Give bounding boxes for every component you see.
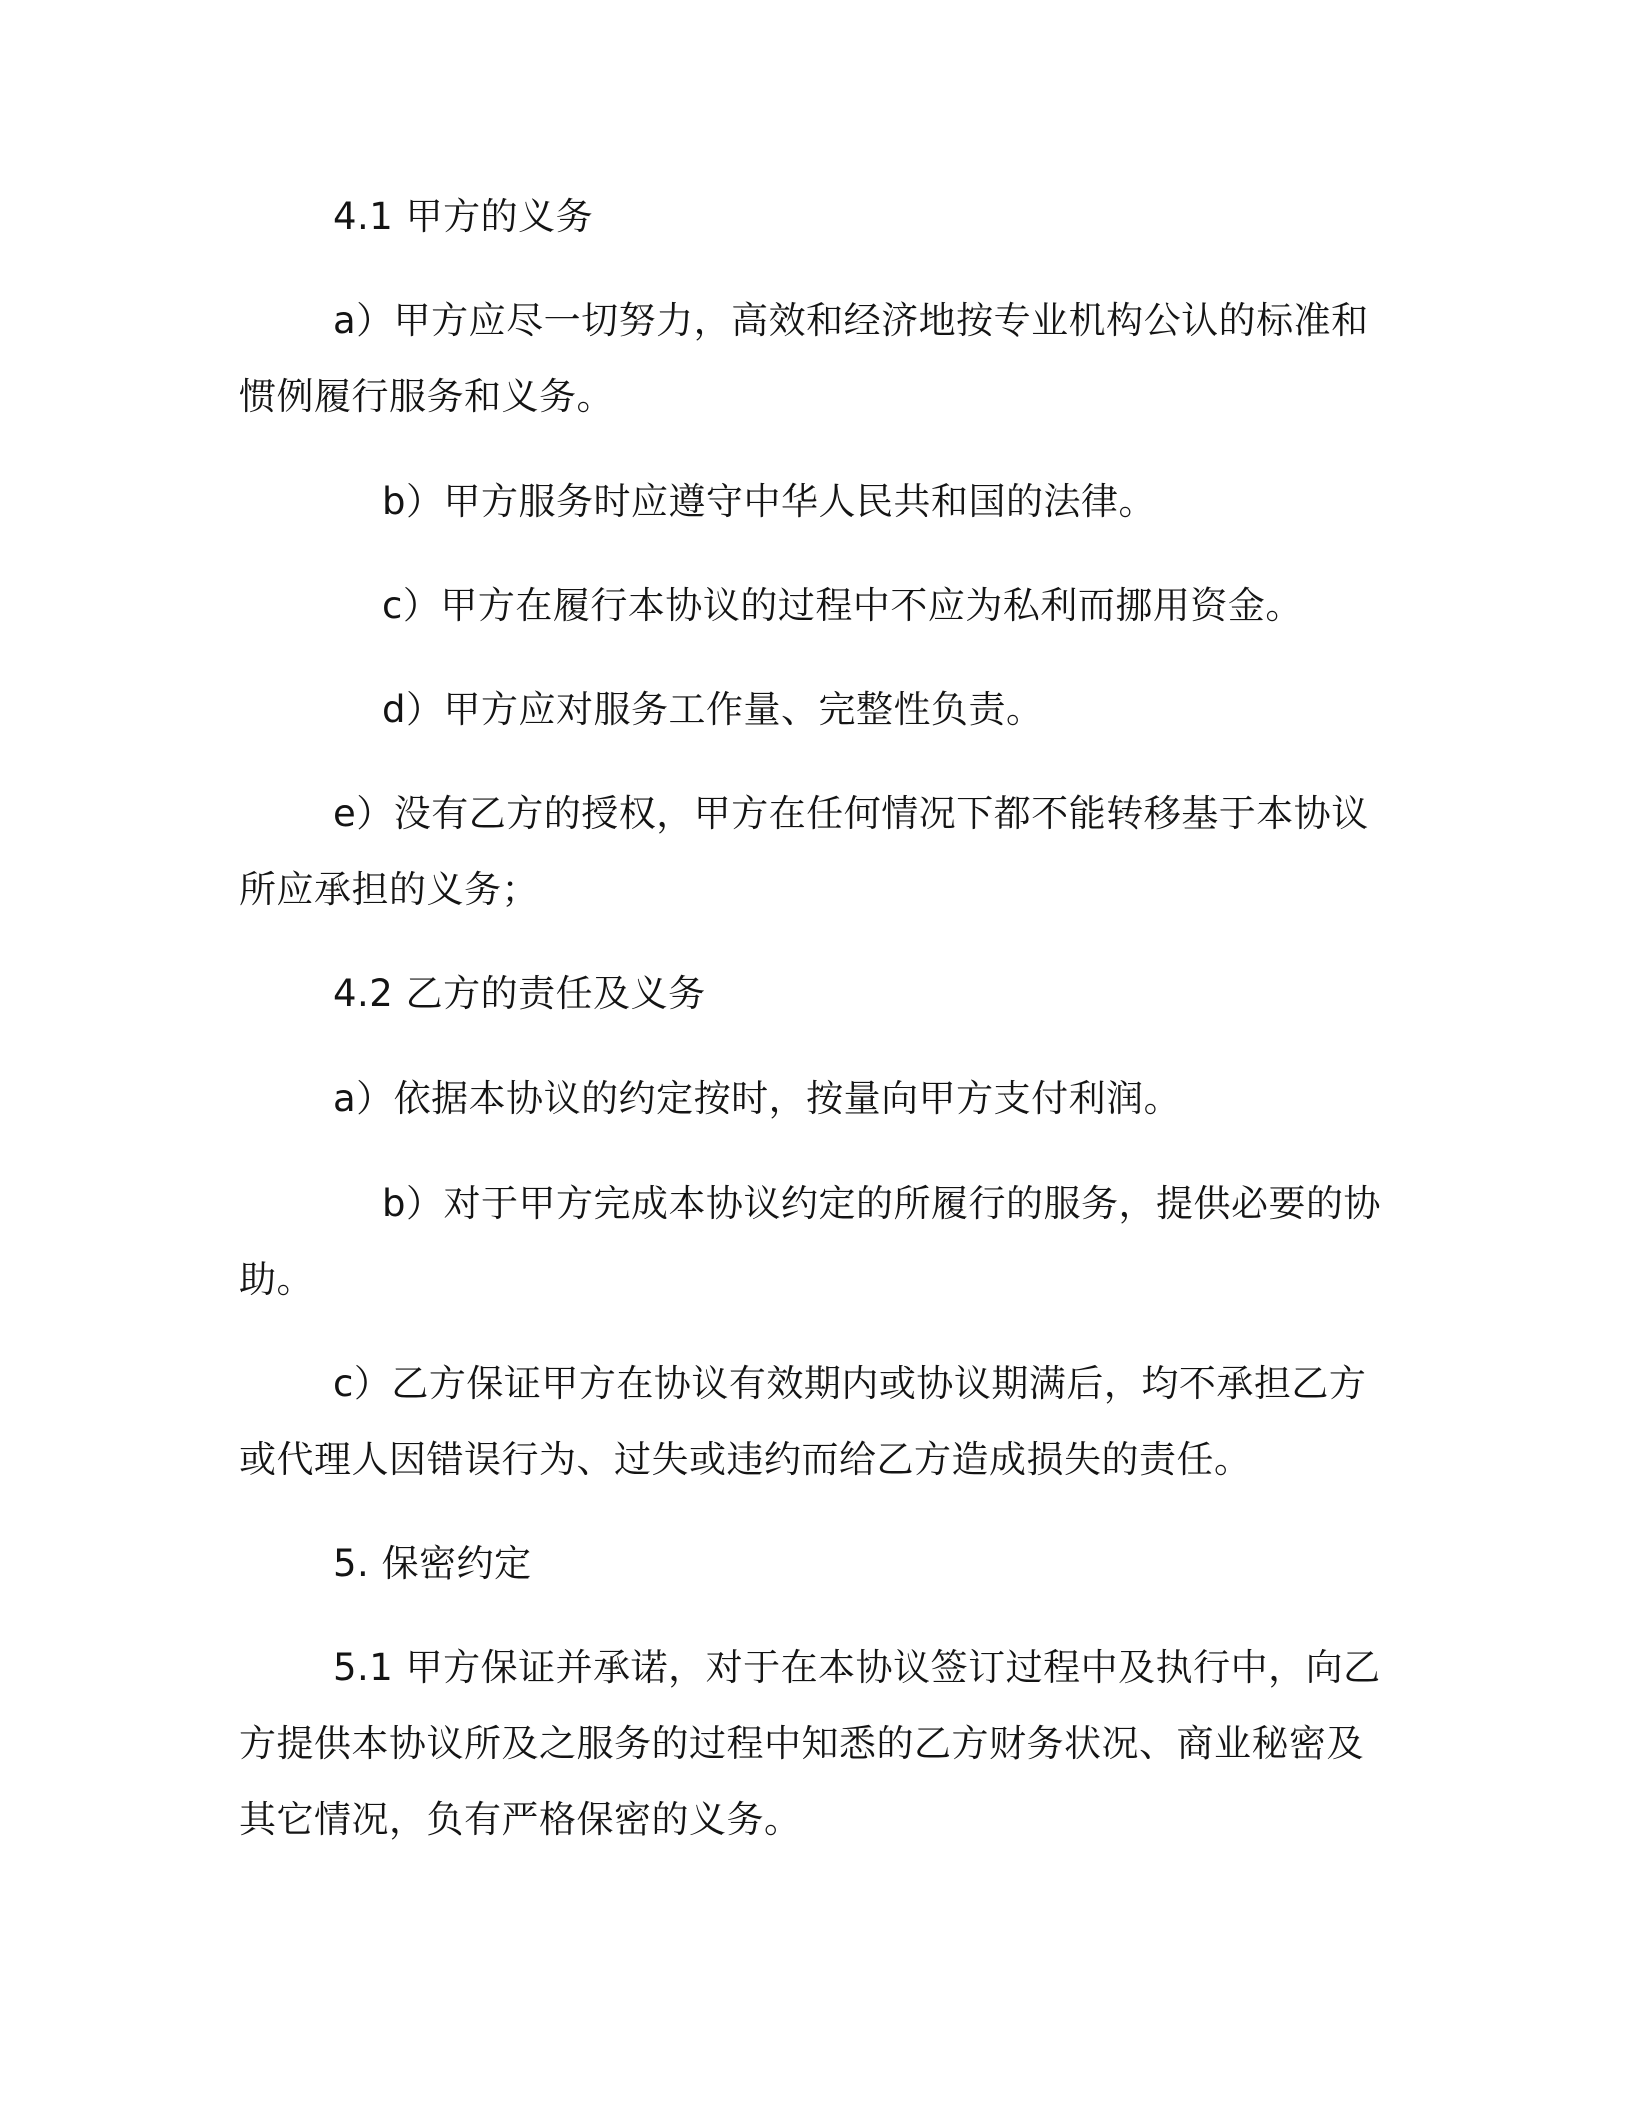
paragraph-line: 方提供本协议所及之服务的过程中知悉的乙方财务状况、商业秘密及	[239, 1722, 1364, 1765]
section-heading-4-2: 4.2 乙方的责任及义务	[333, 972, 706, 1015]
paragraph-line: 其它情况，负有严格保密的义务。	[239, 1798, 802, 1841]
paragraph-line: b）甲方服务时应遵守中华人民共和国的法律。	[382, 480, 1156, 523]
paragraph-line: 惯例履行服务和义务。	[239, 375, 614, 418]
paragraph-line: 所应承担的义务；	[239, 868, 539, 911]
paragraph-line: c）乙方保证甲方在协议有效期内或协议期满后，均不承担乙方	[333, 1362, 1367, 1405]
paragraph-line: e）没有乙方的授权，甲方在任何情况下都不能转移基于本协议	[333, 792, 1369, 835]
paragraph-line: d）甲方应对服务工作量、完整性负责。	[382, 688, 1044, 731]
paragraph-line: b）对于甲方完成本协议约定的所履行的服务，提供必要的协	[382, 1182, 1381, 1225]
paragraph-line: 5.1 甲方保证并承诺，对于在本协议签订过程中及执行中，向乙	[333, 1646, 1381, 1689]
paragraph-line: 助。	[239, 1258, 314, 1301]
paragraph-line: a）依据本协议的约定按时，按量向甲方支付利润。	[333, 1077, 1182, 1120]
paragraph-line: a）甲方应尽一切努力，高效和经济地按专业机构公认的标准和	[333, 299, 1369, 342]
paragraph-line: 或代理人因错误行为、过失或违约而给乙方造成损失的责任。	[239, 1438, 1252, 1481]
section-heading-5: 5. 保密约定	[333, 1542, 532, 1585]
section-heading-4-1: 4.1 甲方的义务	[333, 195, 594, 238]
paragraph-line: c）甲方在履行本协议的过程中不应为私利而挪用资金。	[382, 584, 1303, 627]
